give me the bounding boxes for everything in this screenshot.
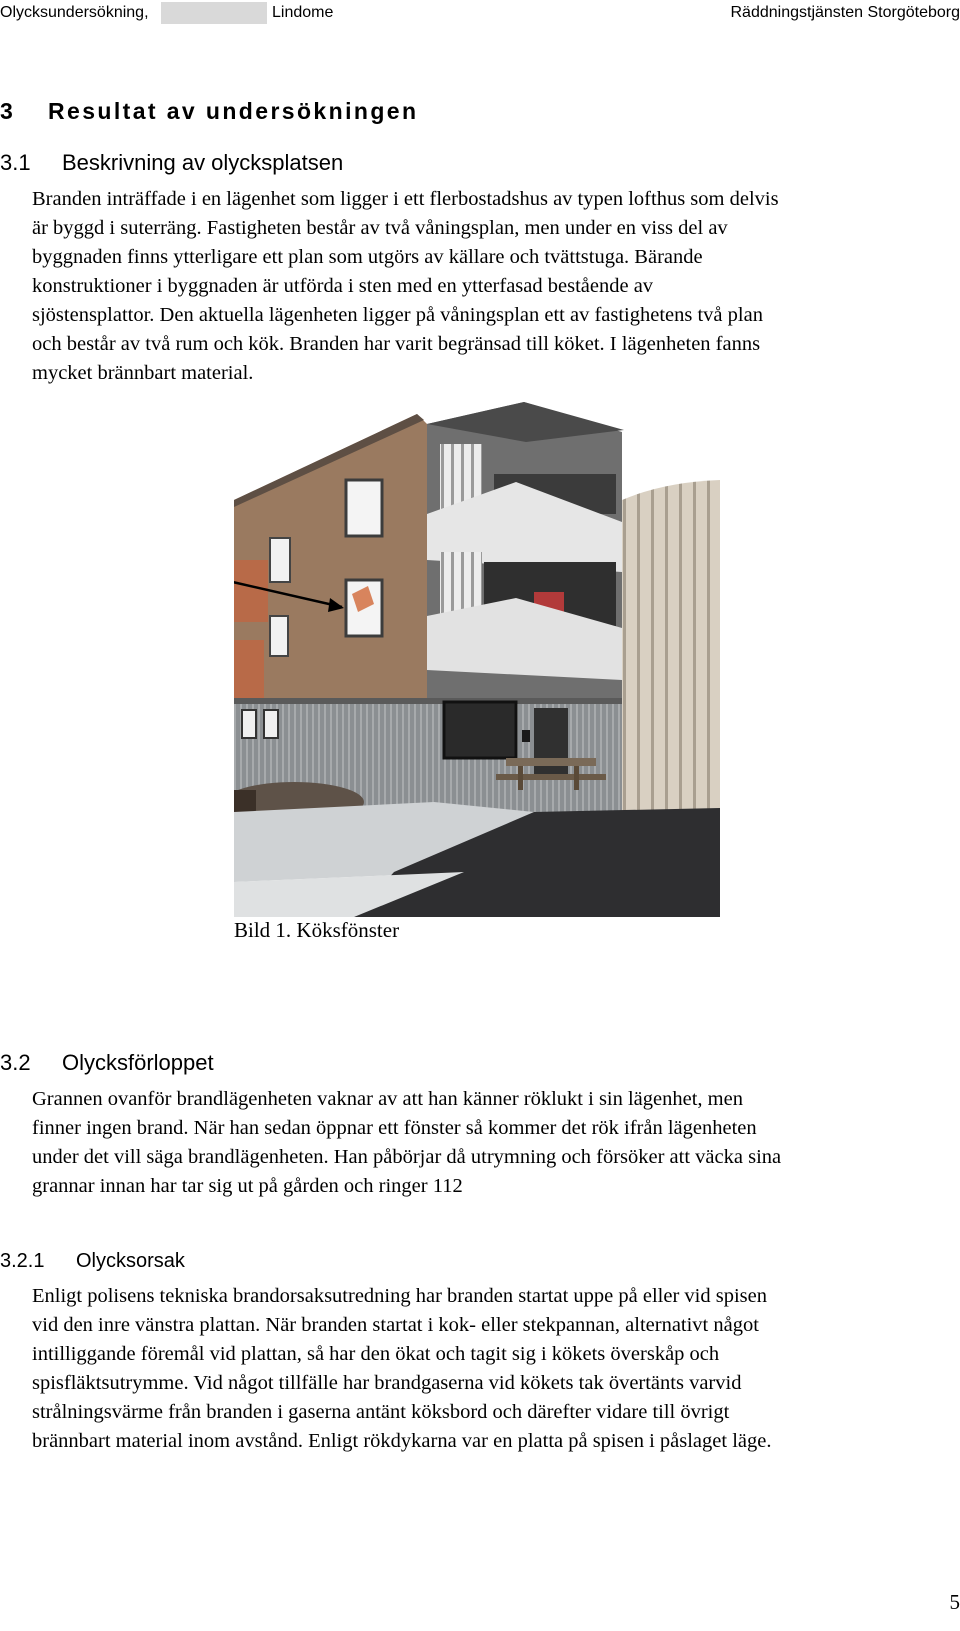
building-photo [234,402,720,917]
section-3-1-paragraph [32,185,960,388]
section-3-heading [0,98,418,125]
section-title: Resultat av undersökningen [48,98,419,124]
header-title: Olycksundersökning, [0,4,149,21]
text-line: vid den inre vänstra plattan. När branden startat i kok- eller stekpannan, alternativt något [32,1314,759,1336]
section-title: Beskrivning av olycksplatsen [62,150,344,175]
section-3-2-heading [0,1050,214,1076]
text-line: mycket brännbart material. [32,362,254,384]
text-line: sjöstensplattor. Den aktuella lägenheten ligger på våningsplan ett av fastighetens två plan [32,304,763,326]
text-line: spisfläktsutrymme. Vid något tillfälle har brandgaserna vid kökets tak övertänts varvid [32,1372,742,1394]
text-line: intilliggande föremål vid plattan, så har den ökat och tagit sig i kökets överskåp och [32,1343,720,1365]
section-3-2-1-paragraph [32,1282,960,1456]
text-line: och består av två rum och kök. Branden har varit begränsad till köket. I lägenheten fanns [32,333,761,355]
section-number: 3.2.1 [0,1250,45,1272]
section-number: 3 [0,98,13,124]
header-location: Lindome [272,4,334,21]
figure-caption: Bild 1. Köksfönster [234,918,400,942]
section-3-1-heading [0,150,343,176]
text-line: konstruktioner i byggnaden är utförda i sten med en ytterfasad bestående av [32,275,654,297]
text-line: grannar innan har tar sig ut på gården och ringer 112 [32,1175,463,1197]
text-line: brännbart material inom avstånd. Enligt rökdykarna var en platta på spisen i påslaget läge. [32,1430,772,1452]
section-title: Olycksförloppet [62,1050,214,1075]
text-line: Grannen ovanför brandlägenheten vaknar av att han känner röklukt i sin lägenhet, men [32,1088,743,1110]
text-line: under det vill säga brandlägenheten. Han påbörjar då utrymning och försöker att väcka sina [32,1146,782,1168]
section-number: 3.1 [0,150,31,175]
text-line: byggnaden finns ytterligare ett plan som utgörs av källare och tvättstuga. Bärande [32,246,703,268]
text-line: Enligt polisens tekniska brandorsaksutredning har branden startat uppe på eller vid spisen [32,1285,767,1307]
text-line: Branden inträffade i en lägenhet som ligger i ett flerbostadshus av typen lofthus som delvis [32,188,779,210]
section-title: Olycksorsak [76,1250,185,1272]
page-number: 5 [949,1590,960,1614]
header-organization: Räddningstjänsten Storgöteborg [730,4,960,21]
section-number: 3.2 [0,1050,31,1075]
text-line: finner ingen brand. När han sedan öppnar ett fönster så kommer det rök ifrån lägenheten [32,1117,757,1139]
section-3-2-paragraph [32,1085,960,1201]
text-line: strålningsvärme från branden i gaserna antänt köksbord och därefter vidare till övrigt [32,1401,730,1423]
section-3-2-1-heading [0,1250,185,1273]
page-header [0,0,960,26]
header-redaction [161,2,267,24]
text-line: är byggd i suterräng. Fastigheten består av två våningsplan, men under en viss del av [32,217,728,239]
